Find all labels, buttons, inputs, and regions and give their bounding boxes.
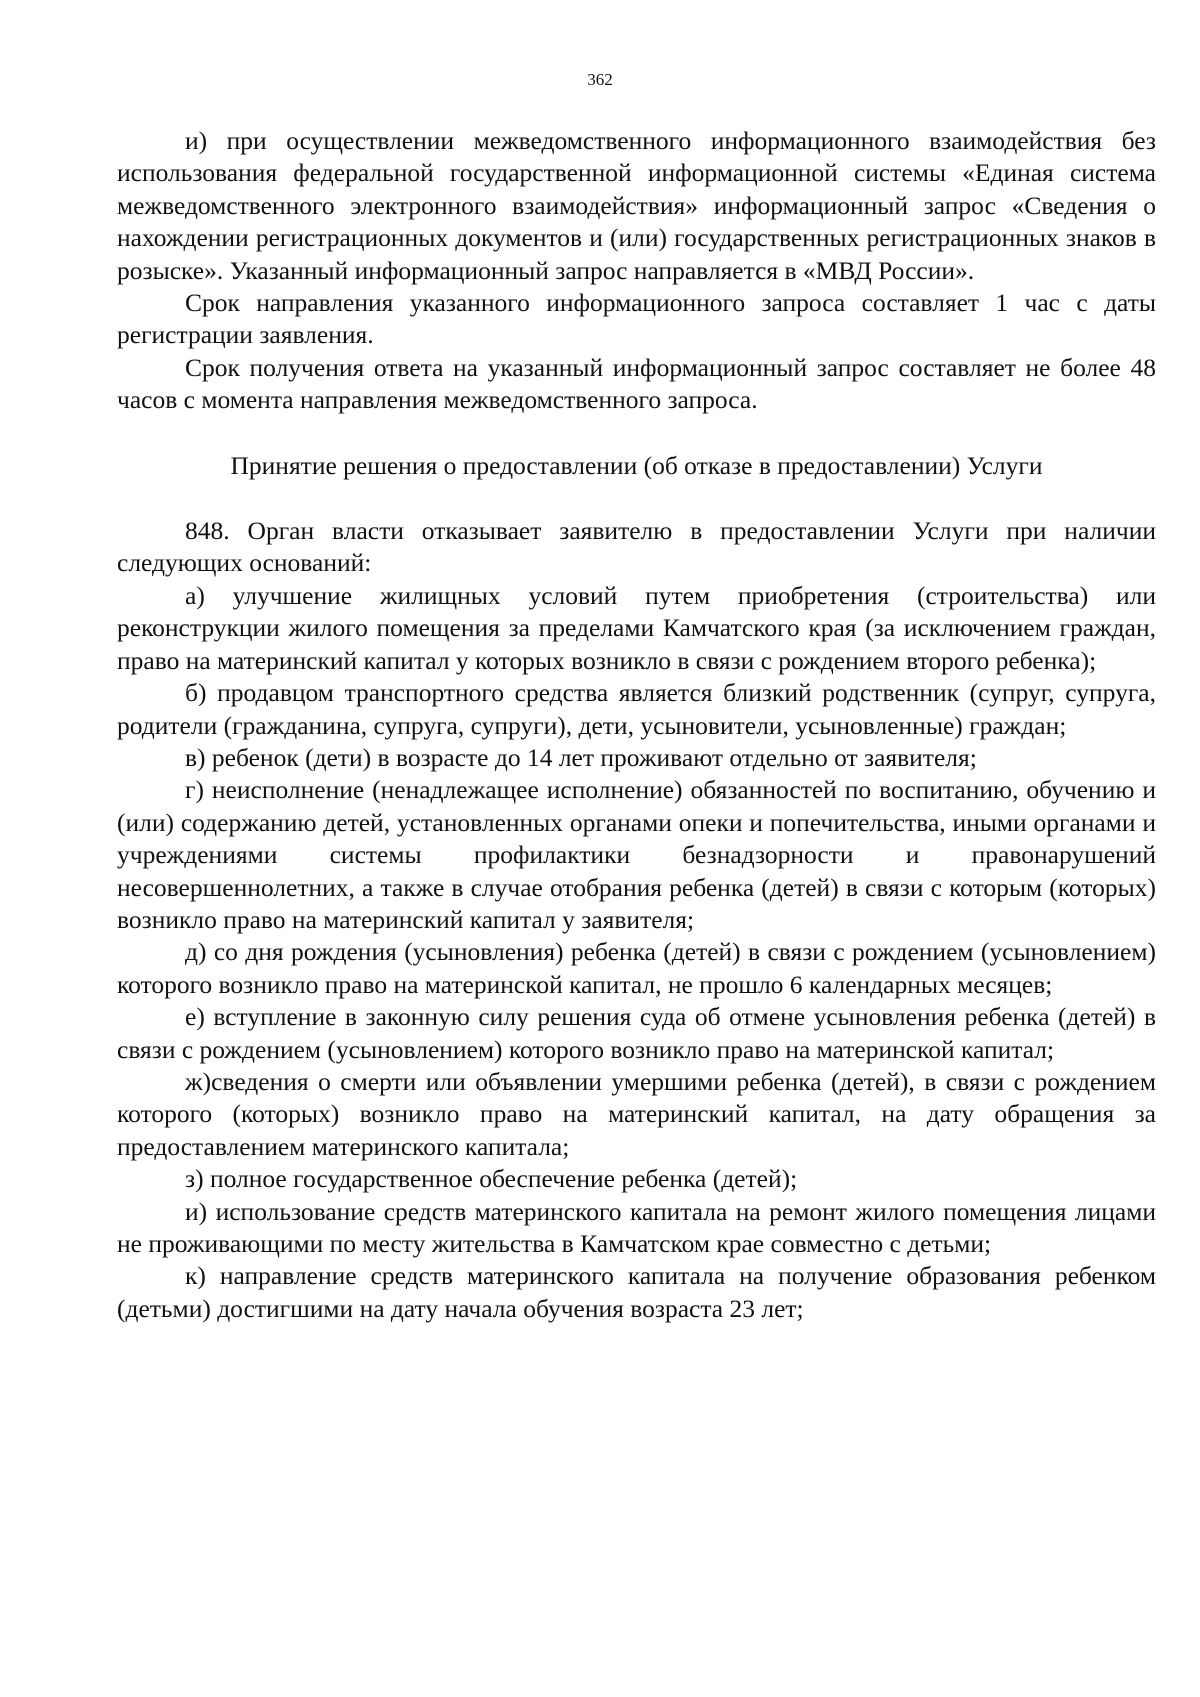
paragraph-interagency-request: и) при осуществлении межведомственного информационного взаимодействия без использования федеральной государственной информационной системы «Единая система межведомственного электронного взаимодействия» информационный запрос «Сведения о нахождении регистрационных документов и (или) государственных регистрационных знаков в розыске». Указанный информационный запрос направляется в «МВД России». <box>117 126 1156 285</box>
clause-item-b: б) продавцом транспортного средства является близкий родственник (супруг, супруга, родители (гражданина, супруга, супруги), дети, усыновители, усыновленные) граждан; <box>117 678 1156 740</box>
clause-item-d: д) со дня рождения (усыновления) ребенка (детей) в связи с рождением (усыновлением) которого возникло право на материнской капитал, не прошло 6 календарных месяцев; <box>117 937 1156 999</box>
clause-item-e: е) вступление в законную силу решения суда об отмене усыновления ребенка (детей) в связи с рождением (усыновлением) которого возникло право на материнской капитал; <box>117 1002 1156 1064</box>
page-number: 362 <box>587 70 613 89</box>
document-body <box>117 125 1156 1325</box>
clause-item-i: и) использование средств материнского капитала на ремонт жилого помещения лицами не проживающими по месту жительства в Камчатском крае совместно с детьми; <box>117 1196 1156 1258</box>
clause-item-g: г) неисполнение (ненадлежащее исполнение) обязанностей по воспитанию, обучению и (или) содержанию детей, установленных органами опеки и попечительства, иными органами и учреждениями системы профилактики безнадзорности и правонарушений несовершеннолетних, а также в случае отобрания ребенка (детей) в связи с которым (которых) возникло право на материнский капитал у заявителя; <box>117 775 1156 934</box>
clause-item-z: з) полное государственное обеспечение ребенка (детей); <box>185 1164 798 1194</box>
clause-item-v: в) ребенок (дети) в возрасте до 14 лет проживают отдельно от заявителя; <box>185 742 977 772</box>
clause-item-zh: ж)сведения о смерти или объявлении умершими ребенка (детей), в связи с рождением которого (которых) возникло право на материнский капитал, на дату обращения за предоставлением материнского капитала; <box>117 1066 1156 1161</box>
clause-item-k: к) направление средств материнского капитала на получение образования ребенком (детьми) достигшими на дату начала обучения возраста 23 лет; <box>117 1261 1156 1323</box>
clause-intro: 848. Орган власти отказывает заявителю в предоставлении Услуги при наличии следующих оснований: <box>117 516 1156 578</box>
clause-item-a: а) улучшение жилищных условий путем приобретения (строительства) или реконструкции жилого помещения за пределами Камчатского края (за исключением граждан, право на материнский капитал у которых возникло в связи с рождением второго ребенка); <box>117 580 1156 675</box>
section-heading: Принятие решения о предоставлении (об отказе в предоставлении) Услуги <box>230 450 1043 480</box>
paragraph-request-send-deadline: Срок направления указанного информационного запроса составляет 1 час с даты регистрации заявления. <box>117 288 1156 350</box>
paragraph-response-deadline: Срок получения ответа на указанный информационный запрос составляет не более 48 часов с момента направления межведомственного запроса. <box>117 352 1156 415</box>
